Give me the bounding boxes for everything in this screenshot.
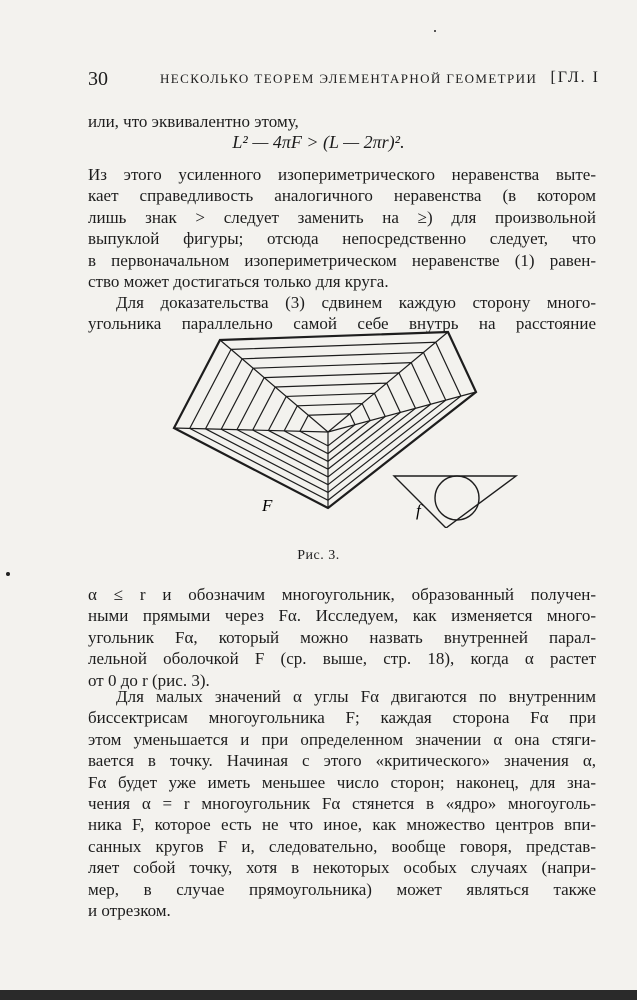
running-header — [88, 68, 600, 94]
parallel-polygon — [221, 363, 430, 485]
small-triangle — [394, 476, 516, 528]
figure-caption: Рис. 3. — [297, 548, 340, 563]
text-line: этом уменьшается и при определенном значении α она стяги- — [88, 729, 596, 749]
text-line: ника F, которое есть не что иное, как множество центров впи- — [88, 815, 596, 835]
scan-dot — [434, 30, 436, 32]
running-title: НЕСКОЛЬКО ТЕОРЕМ ЭЛЕМЕНТАРНОЙ ГЕОМЕТРИИ — [160, 71, 538, 86]
incircle — [435, 476, 479, 520]
paragraph-3 — [88, 584, 596, 691]
scan-border — [0, 990, 637, 1000]
text-line: лельной оболочкой F (ср. выше, стр. 18), когда α растет — [88, 649, 596, 669]
text-line: угольник Fα, который можно назвать внутренней парал- — [88, 627, 596, 647]
text-line: α ≤ r и обозначим многоугольник, образованный получен- — [88, 585, 596, 604]
scan-dot — [6, 572, 10, 576]
bisector-line — [174, 428, 328, 432]
text-line: мер, в случае прямоугольника) может являться также — [88, 879, 596, 899]
text-line: ными прямыми через Fα. Исследуем, как изменяется много- — [88, 606, 596, 626]
label-F: F — [262, 496, 273, 515]
text-line: Fα будет уже иметь меньшее число сторон; наконец, для зна- — [88, 772, 596, 792]
text-line: и отрезком. — [88, 900, 171, 920]
nested-polygons — [174, 332, 476, 508]
text-line: санных кругов F и, следовательно, вообще говоря, представ- — [88, 836, 596, 856]
paragraph-4 — [88, 686, 596, 921]
text-line: ство может достигаться только для круга. — [88, 271, 389, 291]
page-number: 30 — [88, 68, 108, 90]
figure-3 — [170, 328, 530, 528]
text-line: Из этого усиленного изопериметрического неравенства выте- — [88, 165, 596, 184]
bisector-line — [328, 332, 448, 432]
text-line: угольника параллельно самой себе внутрь на расстояние — [88, 314, 596, 334]
text-line: от 0 до r (рис. 3). — [88, 670, 210, 690]
chapter-label: [ГЛ. I — [550, 69, 600, 86]
text-line: чения α = r многоугольник Fα стянется в «ядро» многоуголь- — [88, 793, 596, 813]
text-line: или, что эквивалентно этому, — [88, 112, 299, 131]
text-line: в первоначальном изопериметрическом неравенстве (1) равен- — [88, 250, 596, 270]
intro-line — [88, 111, 596, 132]
text-line: ляет собой точку, хотя в некоторых особых случаях (напри- — [88, 858, 596, 878]
text-line: вается в точку. Начиная с этого «критического» значения α, — [88, 751, 596, 771]
text-line: Для доказательства (3) сдвинем каждую сторону много- — [116, 293, 596, 312]
text-line: кает справедливость аналогичного неравенства (в котором — [88, 186, 596, 206]
formula: L² — 4πF > (L — 2πr)². — [232, 132, 405, 152]
parallel-polygon — [205, 352, 445, 492]
text-line: Для малых значений α углы Fα двигаются по внутренним — [116, 687, 596, 706]
label-f: f — [416, 501, 421, 520]
parallel-polygon — [253, 383, 401, 469]
paragraph-1 — [88, 164, 596, 292]
text-line: лишь знак > следует заменить на ≥) для произвольной — [88, 207, 596, 227]
text-line: выпуклой фигуры; отсюда непосредственно следует, что — [88, 229, 596, 249]
text-line: биссектрисам многоугольника F; каждая сторона Fα при — [88, 708, 596, 728]
